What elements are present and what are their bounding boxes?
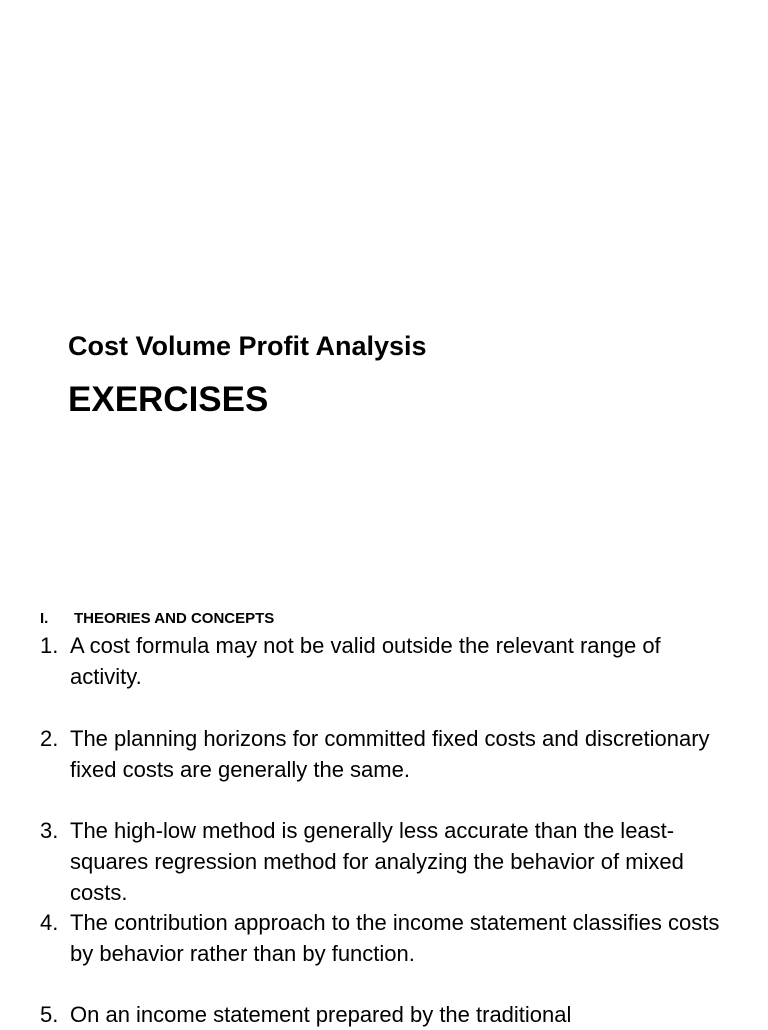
document-title: EXERCISES (68, 380, 269, 419)
list-item-number: 1. (40, 633, 59, 658)
list-item-number: 4. (40, 910, 59, 935)
list-item-text: On an income statement prepared by the traditional (70, 1002, 572, 1027)
list-item-number: 2. (40, 726, 59, 751)
section-title: THEORIES AND CONCEPTS (74, 610, 275, 627)
list-item (40, 723, 720, 785)
list-item-text: A cost formula may not be valid outside the relevant range of activity. (70, 633, 661, 689)
list-item (40, 630, 720, 692)
list-item-number: 3. (40, 818, 59, 843)
list-item-number: 5. (40, 1002, 59, 1027)
list-item (40, 815, 720, 908)
list-item (40, 999, 720, 1030)
section-heading (40, 609, 274, 629)
section-number: I. (40, 610, 49, 627)
list-item-text: The high-low method is generally less accurate than the least-squares regression method for analyzing the behavior of mixed costs. (70, 818, 684, 905)
list-item-text: The planning horizons for committed fixed costs and discretionary fixed costs are generally the same. (70, 726, 710, 782)
list-item (40, 907, 720, 969)
document-subtitle: Cost Volume Profit Analysis (68, 331, 427, 361)
list-item-text: The contribution approach to the income statement classifies costs by behavior rather than by function. (70, 910, 720, 966)
